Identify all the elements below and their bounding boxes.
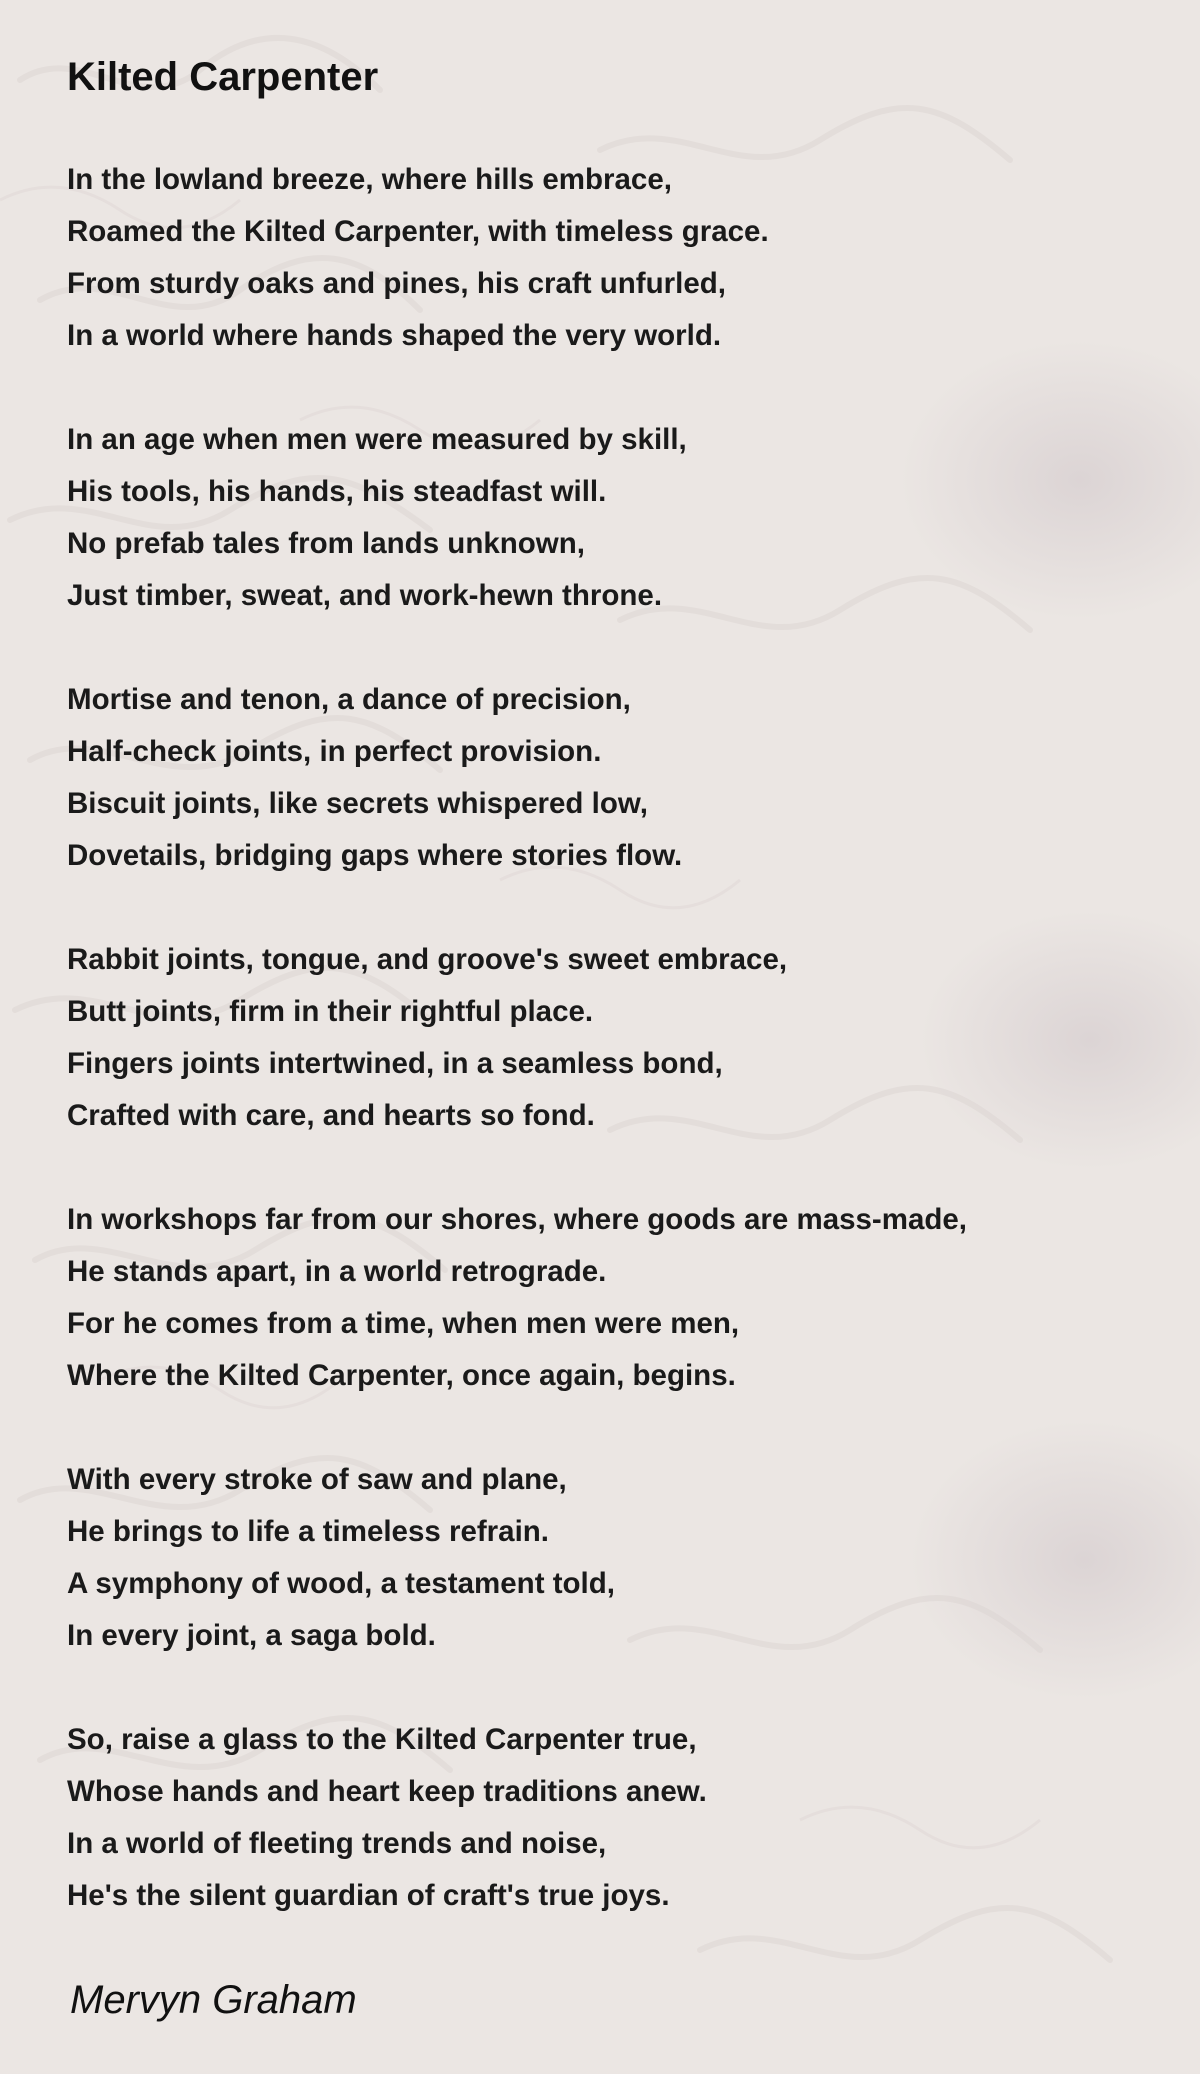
poem-line: Fingers joints intertwined, in a seamless bond, xyxy=(67,1047,723,1080)
poem-line: Half-check joints, in perfect provision. xyxy=(67,735,602,768)
poem-line: He stands apart, in a world retrograde. xyxy=(67,1255,607,1288)
poem-line: So, raise a glass to the Kilted Carpenter true, xyxy=(67,1723,697,1756)
poem-author: Mervyn Graham xyxy=(70,1978,357,2022)
poem-line: His tools, his hands, his steadfast will. xyxy=(67,475,607,508)
poem-line: Just timber, sweat, and work-hewn throne. xyxy=(67,579,663,612)
poem-line: In the lowland breeze, where hills embrace, xyxy=(67,163,672,196)
stanza-4 xyxy=(67,934,1200,1142)
poem-line: Rabbit joints, tongue, and groove's sweet embrace, xyxy=(67,943,788,976)
poem-line: In an age when men were measured by skill, xyxy=(67,423,687,456)
poem-line: Whose hands and heart keep traditions anew. xyxy=(67,1775,707,1808)
poem-line: In a world where hands shaped the very world. xyxy=(67,319,722,352)
poem-line: In a world of fleeting trends and noise, xyxy=(67,1827,607,1860)
poem-line: No prefab tales from lands unknown, xyxy=(67,527,585,560)
poem-line: He's the silent guardian of craft's true joys. xyxy=(67,1879,670,1912)
poem-body xyxy=(67,154,1200,1922)
poem-line: Mortise and tenon, a dance of precision, xyxy=(67,683,631,716)
poem-line: For he comes from a time, when men were men, xyxy=(67,1307,740,1340)
poem-line: In every joint, a saga bold. xyxy=(67,1619,436,1652)
poem-line: Roamed the Kilted Carpenter, with timeless grace. xyxy=(67,215,769,248)
poem-line: Where the Kilted Carpenter, once again, begins. xyxy=(67,1359,736,1392)
poem-line: Butt joints, firm in their rightful place. xyxy=(67,995,594,1028)
stanza-1 xyxy=(67,154,1200,362)
poem-line: From sturdy oaks and pines, his craft unfurled, xyxy=(67,267,726,300)
poem-line: He brings to life a timeless refrain. xyxy=(67,1515,549,1548)
stanza-7 xyxy=(67,1714,1200,1922)
poem-line: Dovetails, bridging gaps where stories flow. xyxy=(67,839,683,872)
poem-line: In workshops far from our shores, where goods are mass-made, xyxy=(67,1203,967,1236)
stanza-3 xyxy=(67,674,1200,882)
stanza-5 xyxy=(67,1194,1200,1402)
stanza-6 xyxy=(67,1454,1200,1662)
poem-line: Biscuit joints, like secrets whispered low, xyxy=(67,787,648,820)
stanza-2 xyxy=(67,414,1200,622)
poem-line: With every stroke of saw and plane, xyxy=(67,1463,567,1496)
poem-line: A symphony of wood, a testament told, xyxy=(67,1567,615,1600)
poem-title: Kilted Carpenter xyxy=(67,55,379,99)
poem-line: Crafted with care, and hearts so fond. xyxy=(67,1099,595,1132)
